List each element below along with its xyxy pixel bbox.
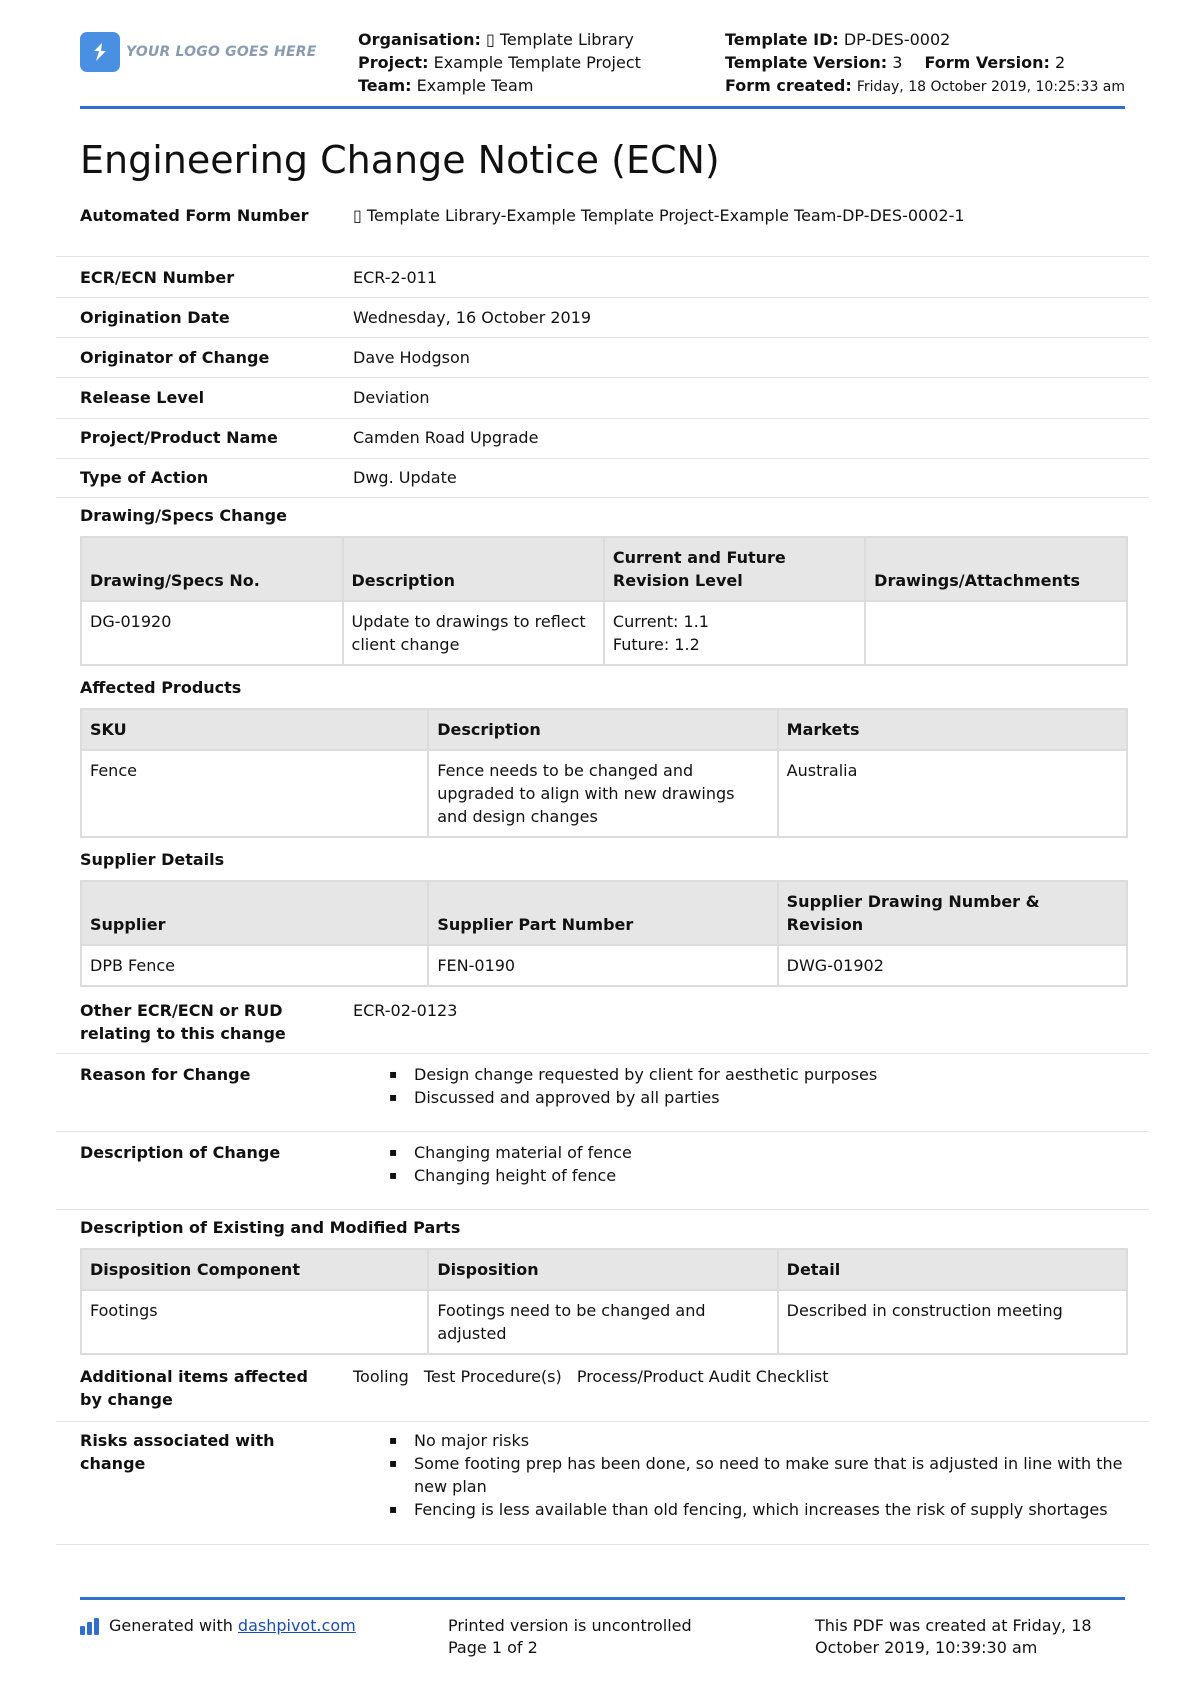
column-header: Drawing/Specs No.: [81, 537, 343, 601]
generated-text: Generated with: [109, 1616, 233, 1635]
field-value: Deviation: [353, 388, 430, 407]
field-ecr-ecn-number: [56, 266, 1149, 298]
column-header: SKU: [81, 709, 428, 750]
description-list: [389, 1141, 1133, 1187]
parts-table: [80, 1248, 1128, 1355]
field-label: ECR/ECN Number: [80, 268, 235, 287]
field-label: Additional items affected by change: [80, 1367, 308, 1409]
field-value: Dave Hodgson: [353, 348, 470, 367]
column-header: Detail: [778, 1249, 1127, 1290]
header-org-info: [358, 28, 641, 97]
future-revision: Future: 1.2: [612, 635, 700, 654]
field-value: [353, 1365, 1133, 1388]
document-header: [80, 28, 1125, 108]
company-logo: [80, 32, 317, 72]
field-label: Project/Product Name: [80, 428, 278, 447]
risks-list: [389, 1429, 1133, 1521]
table-row: [81, 945, 1127, 986]
field-label: Originator of Change: [80, 348, 270, 367]
column-header: Current and Future Revision Level: [604, 537, 865, 601]
reason-list: [389, 1063, 1133, 1109]
cell-drawing-no: DG-01920: [81, 601, 343, 665]
list-item: ▪ Fencing is less available than old fencing, which increases the risk of supply shortages: [389, 1498, 1133, 1521]
logo-text: YOUR LOGO GOES HERE: [126, 44, 317, 60]
form-version-value: 2: [1054, 53, 1066, 72]
project-value: Example Template Project: [433, 53, 641, 72]
additional-item: Process/Product Audit Checklist: [576, 1367, 829, 1386]
field-label: Release Level: [80, 388, 205, 407]
list-item: ▪ No major risks: [389, 1429, 1133, 1452]
field-value: [353, 1141, 1133, 1187]
cell-description: Update to drawings to reflect client change: [343, 601, 604, 665]
drawing-specs-heading: Drawing/Specs Change: [80, 506, 287, 525]
field-label: Automated Form Number: [80, 206, 309, 225]
table-header-row: [81, 709, 1127, 750]
field-value: ECR-2-011: [353, 268, 438, 287]
footer-generated: [80, 1615, 356, 1637]
organisation-label: Organisation:: [358, 30, 481, 49]
organisation-value: ▯ Template Library: [485, 30, 634, 49]
cell-part-number: FEN-0190: [428, 945, 777, 986]
affected-products-table: [80, 708, 1128, 838]
column-header: Drawings/Attachments: [865, 537, 1127, 601]
table-header-row: [81, 537, 1127, 601]
template-id-label: Template ID:: [725, 30, 839, 49]
page-number: Page 1 of 2: [448, 1638, 538, 1657]
additional-item: Tooling: [353, 1367, 409, 1386]
field-project-product-name: [56, 426, 1149, 459]
field-value: Camden Road Upgrade: [353, 428, 539, 447]
template-version-label: Template Version:: [725, 53, 888, 72]
table-row: [81, 750, 1127, 837]
column-header: Description: [428, 709, 777, 750]
field-label: Risks associated with change: [80, 1431, 275, 1473]
field-label: Type of Action: [80, 468, 209, 487]
cell-sku: Fence: [81, 750, 428, 837]
column-header: Supplier Drawing Number & Revision: [778, 881, 1127, 945]
column-header: Supplier: [81, 881, 428, 945]
chart-bars-icon: [80, 1617, 101, 1635]
field-automated-form-number: [56, 204, 1149, 257]
list-item: ▪ Some footing prep has been done, so need to make sure that is adjusted in line with the new plan: [389, 1452, 1133, 1498]
column-header: Disposition Component: [81, 1249, 428, 1290]
affected-products-heading: Affected Products: [80, 678, 242, 697]
field-label: Description of Change: [80, 1143, 281, 1162]
list-item: ▪ Changing height of fence: [389, 1164, 1133, 1187]
template-version-value: 3: [892, 53, 903, 72]
cell-supplier: DPB Fence: [81, 945, 428, 986]
form-created-value: Friday, 18 October 2019, 10:25:33 am: [856, 79, 1126, 95]
form-created-label: Form created:: [725, 76, 852, 95]
table-header-row: [81, 1249, 1127, 1290]
column-header: Description: [343, 537, 604, 601]
field-origination-date: [56, 306, 1149, 338]
field-label: Reason for Change: [80, 1065, 251, 1084]
field-other-ecr: [56, 999, 1149, 1054]
footer-created: This PDF was created at Friday, 18 October 2019, 10:39:30 am: [815, 1616, 1092, 1657]
supplier-details-heading: Supplier Details: [80, 850, 225, 869]
form-version-label: Form Version:: [924, 53, 1050, 72]
cell-drawing-number: DWG-01902: [778, 945, 1127, 986]
field-originator: [56, 346, 1149, 378]
drawing-specs-table: [80, 536, 1128, 666]
field-label: Origination Date: [80, 308, 230, 327]
dashpivot-link[interactable]: dashpivot.com: [237, 1616, 356, 1635]
project-label: Project:: [358, 53, 429, 72]
uncontrolled-notice: Printed version is uncontrolled: [448, 1616, 692, 1635]
cell-markets: Australia: [778, 750, 1127, 837]
table-header-row: [81, 881, 1127, 945]
list-item: ▪ Changing material of fence: [389, 1141, 1133, 1164]
header-divider: [80, 106, 1125, 109]
cell-disposition: Footings need to be changed and adjusted: [428, 1290, 777, 1354]
logo-icon: [80, 32, 120, 72]
column-header: Markets: [778, 709, 1127, 750]
field-type-of-action: [56, 466, 1149, 498]
field-value: Dwg. Update: [353, 468, 457, 487]
column-header: Disposition: [428, 1249, 777, 1290]
template-id-value: DP-DES-0002: [843, 30, 951, 49]
field-value: ▯ Template Library-Example Template Project-Example Team-DP-DES-0002-1: [353, 206, 965, 225]
cell-revision-level: [604, 601, 865, 665]
list-item: ▪ Design change requested by client for aesthetic purposes: [389, 1063, 1133, 1086]
page-title: Engineering Change Notice (ECN): [80, 138, 720, 182]
cell-attachments: [865, 601, 1127, 665]
table-row: [81, 1290, 1127, 1354]
team-label: Team:: [358, 76, 412, 95]
team-value: Example Team: [416, 76, 534, 95]
field-value: [353, 1429, 1133, 1521]
cell-component: Footings: [81, 1290, 428, 1354]
parts-heading: Description of Existing and Modified Parts: [80, 1218, 461, 1237]
field-value: Wednesday, 16 October 2019: [353, 308, 592, 327]
supplier-details-table: [80, 880, 1128, 987]
field-label: Other ECR/ECN or RUD relating to this change: [80, 1001, 286, 1043]
field-risks: [56, 1429, 1149, 1545]
footer-print-info: [448, 1615, 692, 1659]
field-release-level: [56, 386, 1149, 419]
field-reason-for-change: [56, 1063, 1149, 1132]
field-description-of-change: [56, 1141, 1149, 1210]
field-additional-items: [56, 1365, 1149, 1422]
field-value: ECR-02-0123: [353, 1001, 458, 1020]
cell-description: Fence needs to be changed and upgraded to align with new drawings and design changes: [428, 750, 777, 837]
footer-divider: [80, 1597, 1125, 1600]
header-template-info: [725, 28, 1125, 99]
table-row: [81, 601, 1127, 665]
list-item: ▪ Discussed and approved by all parties: [389, 1086, 1133, 1109]
additional-item: Test Procedure(s): [423, 1367, 562, 1386]
column-header: Supplier Part Number: [428, 881, 777, 945]
field-value: [353, 1063, 1133, 1109]
cell-detail: Described in construction meeting: [778, 1290, 1127, 1354]
current-revision: Current: 1.1: [612, 612, 709, 631]
